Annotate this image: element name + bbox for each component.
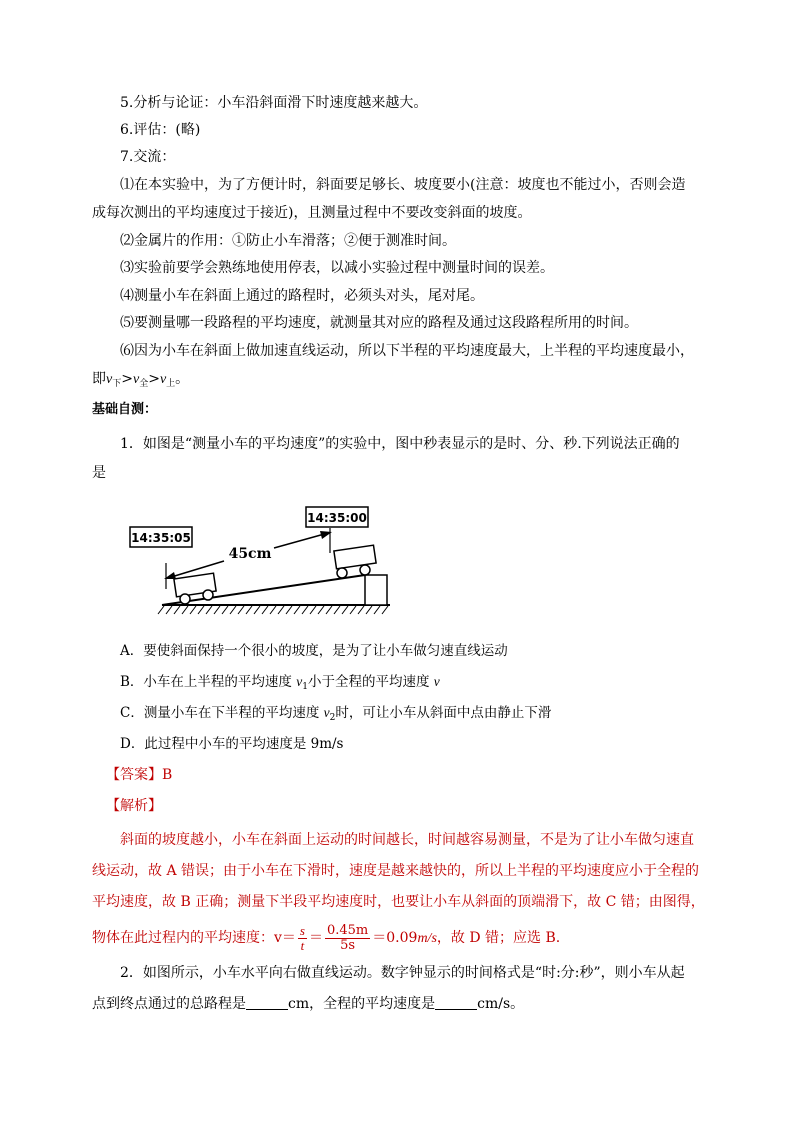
subscript-1: 1 xyxy=(302,682,308,692)
analysis-line-1: 斜面的坡度越小，小车在斜面上运动的时间越长，时间越容易测量，不是为了让小车做匀速直 xyxy=(120,832,694,848)
clock-left-time: 14:35:05 xyxy=(131,531,191,545)
fraction-values xyxy=(325,924,370,953)
option-b-text-2: 小于全程的平均速度 xyxy=(307,674,434,690)
gt-symbol: > xyxy=(148,371,160,387)
step-6-text: 6.评估：(略) xyxy=(120,122,201,138)
unit: m/s xyxy=(417,931,437,946)
analysis-line-2: 线运动，故 A 错误；由于小车在下滑时，速度是越来越快的，所以上半程的平均速度应小于全程的 xyxy=(92,863,700,879)
answer: 【答案】B xyxy=(106,767,173,783)
option-c-text-2: 时，可让小车从斜面中点由静止下滑 xyxy=(335,705,552,721)
option-b xyxy=(120,672,440,697)
frac-den: t xyxy=(300,937,305,953)
question-2-line-b xyxy=(92,994,524,1014)
point-5: ⑸要测量哪一段路程的平均速度，就测量其对应的路程及通过这段路程所用的时间。 xyxy=(120,315,638,331)
step-5-text: 5.分析与论证：小车沿斜面滑下时速度越来越大。 xyxy=(120,95,428,111)
point-6-line-b xyxy=(92,369,189,394)
option-c xyxy=(120,703,551,728)
equals: ＝ xyxy=(308,930,323,946)
option-d: D．此过程中小车的平均速度是 9m/s xyxy=(120,736,344,752)
analysis-line-3: 平均速度，故 B 正确；测量下半段平均速度时，也要让小车从斜面的顶端滑下，故 C 错；由图得， xyxy=(92,894,705,910)
cart-top xyxy=(334,545,376,569)
answer-blank-1[interactable] xyxy=(246,995,288,1010)
v-symbol: v xyxy=(433,674,440,689)
q2-text-3: cm/s。 xyxy=(477,996,525,1012)
analysis-title: 【解析】 xyxy=(106,798,162,814)
question-1-stem-a: 1．如图是“测量小车的平均速度”的实验中，图中秒表显示的是时、分、秒.下列说法正确的 xyxy=(120,436,680,452)
analysis-line-4-pre: 物体在此过程内的平均速度：v＝ xyxy=(92,930,296,946)
period: 。 xyxy=(175,371,190,387)
v2-symbol: v xyxy=(323,705,330,720)
frac-num: s xyxy=(299,922,305,938)
subscript-down: 下 xyxy=(112,379,122,389)
point-1-line-b: 成每次测出的平均速度过于接近)，且测量过程中不要改变斜面的坡度。 xyxy=(92,205,532,221)
q2-text-1: 点到终点通过的总路程是 xyxy=(92,996,246,1012)
v-symbol: v xyxy=(106,372,113,387)
option-a: A．要使斜面保持一个很小的坡度，是为了让小车做匀速直线运动 xyxy=(120,643,508,659)
question-2-line-a: 2．如图所示，小车水平向右做直线运动。数字钟显示的时间格式是“时:分:秒”，则小车从起 xyxy=(120,965,685,981)
analysis-line-4 xyxy=(92,919,560,958)
prefix: 即 xyxy=(92,371,106,387)
option-c-text: C．测量小车在下半程的平均速度 xyxy=(120,705,324,721)
v-symbol: v xyxy=(132,372,140,387)
question-1-stem-b: 是 xyxy=(92,465,106,481)
point-4: ⑷测量小车在斜面上通过的路程时，必须头对头，尾对尾。 xyxy=(120,288,484,304)
result: ＝0.09 xyxy=(372,930,418,946)
analysis-line-4-post: ，故 D 错；应选 B. xyxy=(436,930,561,946)
q2-text-2: cm，全程的平均速度是 xyxy=(288,996,436,1012)
distance-label: 45cm xyxy=(228,546,272,562)
support-block xyxy=(365,575,387,605)
frac-den: 5s xyxy=(340,937,356,953)
point-3: ⑶实验前要学会熟练地使用停表，以减小实验过程中测量时间的误差。 xyxy=(120,260,554,276)
clock-right-time: 14:35:00 xyxy=(307,511,367,525)
point-6-line-a: ⑹因为小车在斜面上做加速直线运动，所以下半程的平均速度最大，上半程的平均速度最小， xyxy=(120,343,694,359)
subscript-up: 上 xyxy=(166,379,176,389)
step-7-text: 7.交流： xyxy=(120,149,176,165)
point-1-line-a: ⑴在本实验中，为了方便计时，斜面要足够长、坡度要小(注意：坡度也不能过小，否则会造 xyxy=(120,177,686,193)
v-symbol: v xyxy=(159,372,167,387)
section-title: 基础自测： xyxy=(92,402,158,417)
gt-symbol: > xyxy=(121,371,133,387)
fraction-s-over-t xyxy=(298,924,307,953)
point-2: ⑵金属片的作用：①防止小车滑落；②便于测准时间。 xyxy=(120,233,456,249)
answer-blank-2[interactable] xyxy=(435,995,477,1010)
frac-num: 0.45m xyxy=(326,922,369,938)
incline-experiment-figure xyxy=(120,493,390,623)
v1-symbol: v xyxy=(296,674,303,689)
subscript-full: 全 xyxy=(139,379,149,389)
subscript-2: 2 xyxy=(329,713,336,723)
option-b-text: B．小车在上半程的平均速度 xyxy=(120,674,297,690)
